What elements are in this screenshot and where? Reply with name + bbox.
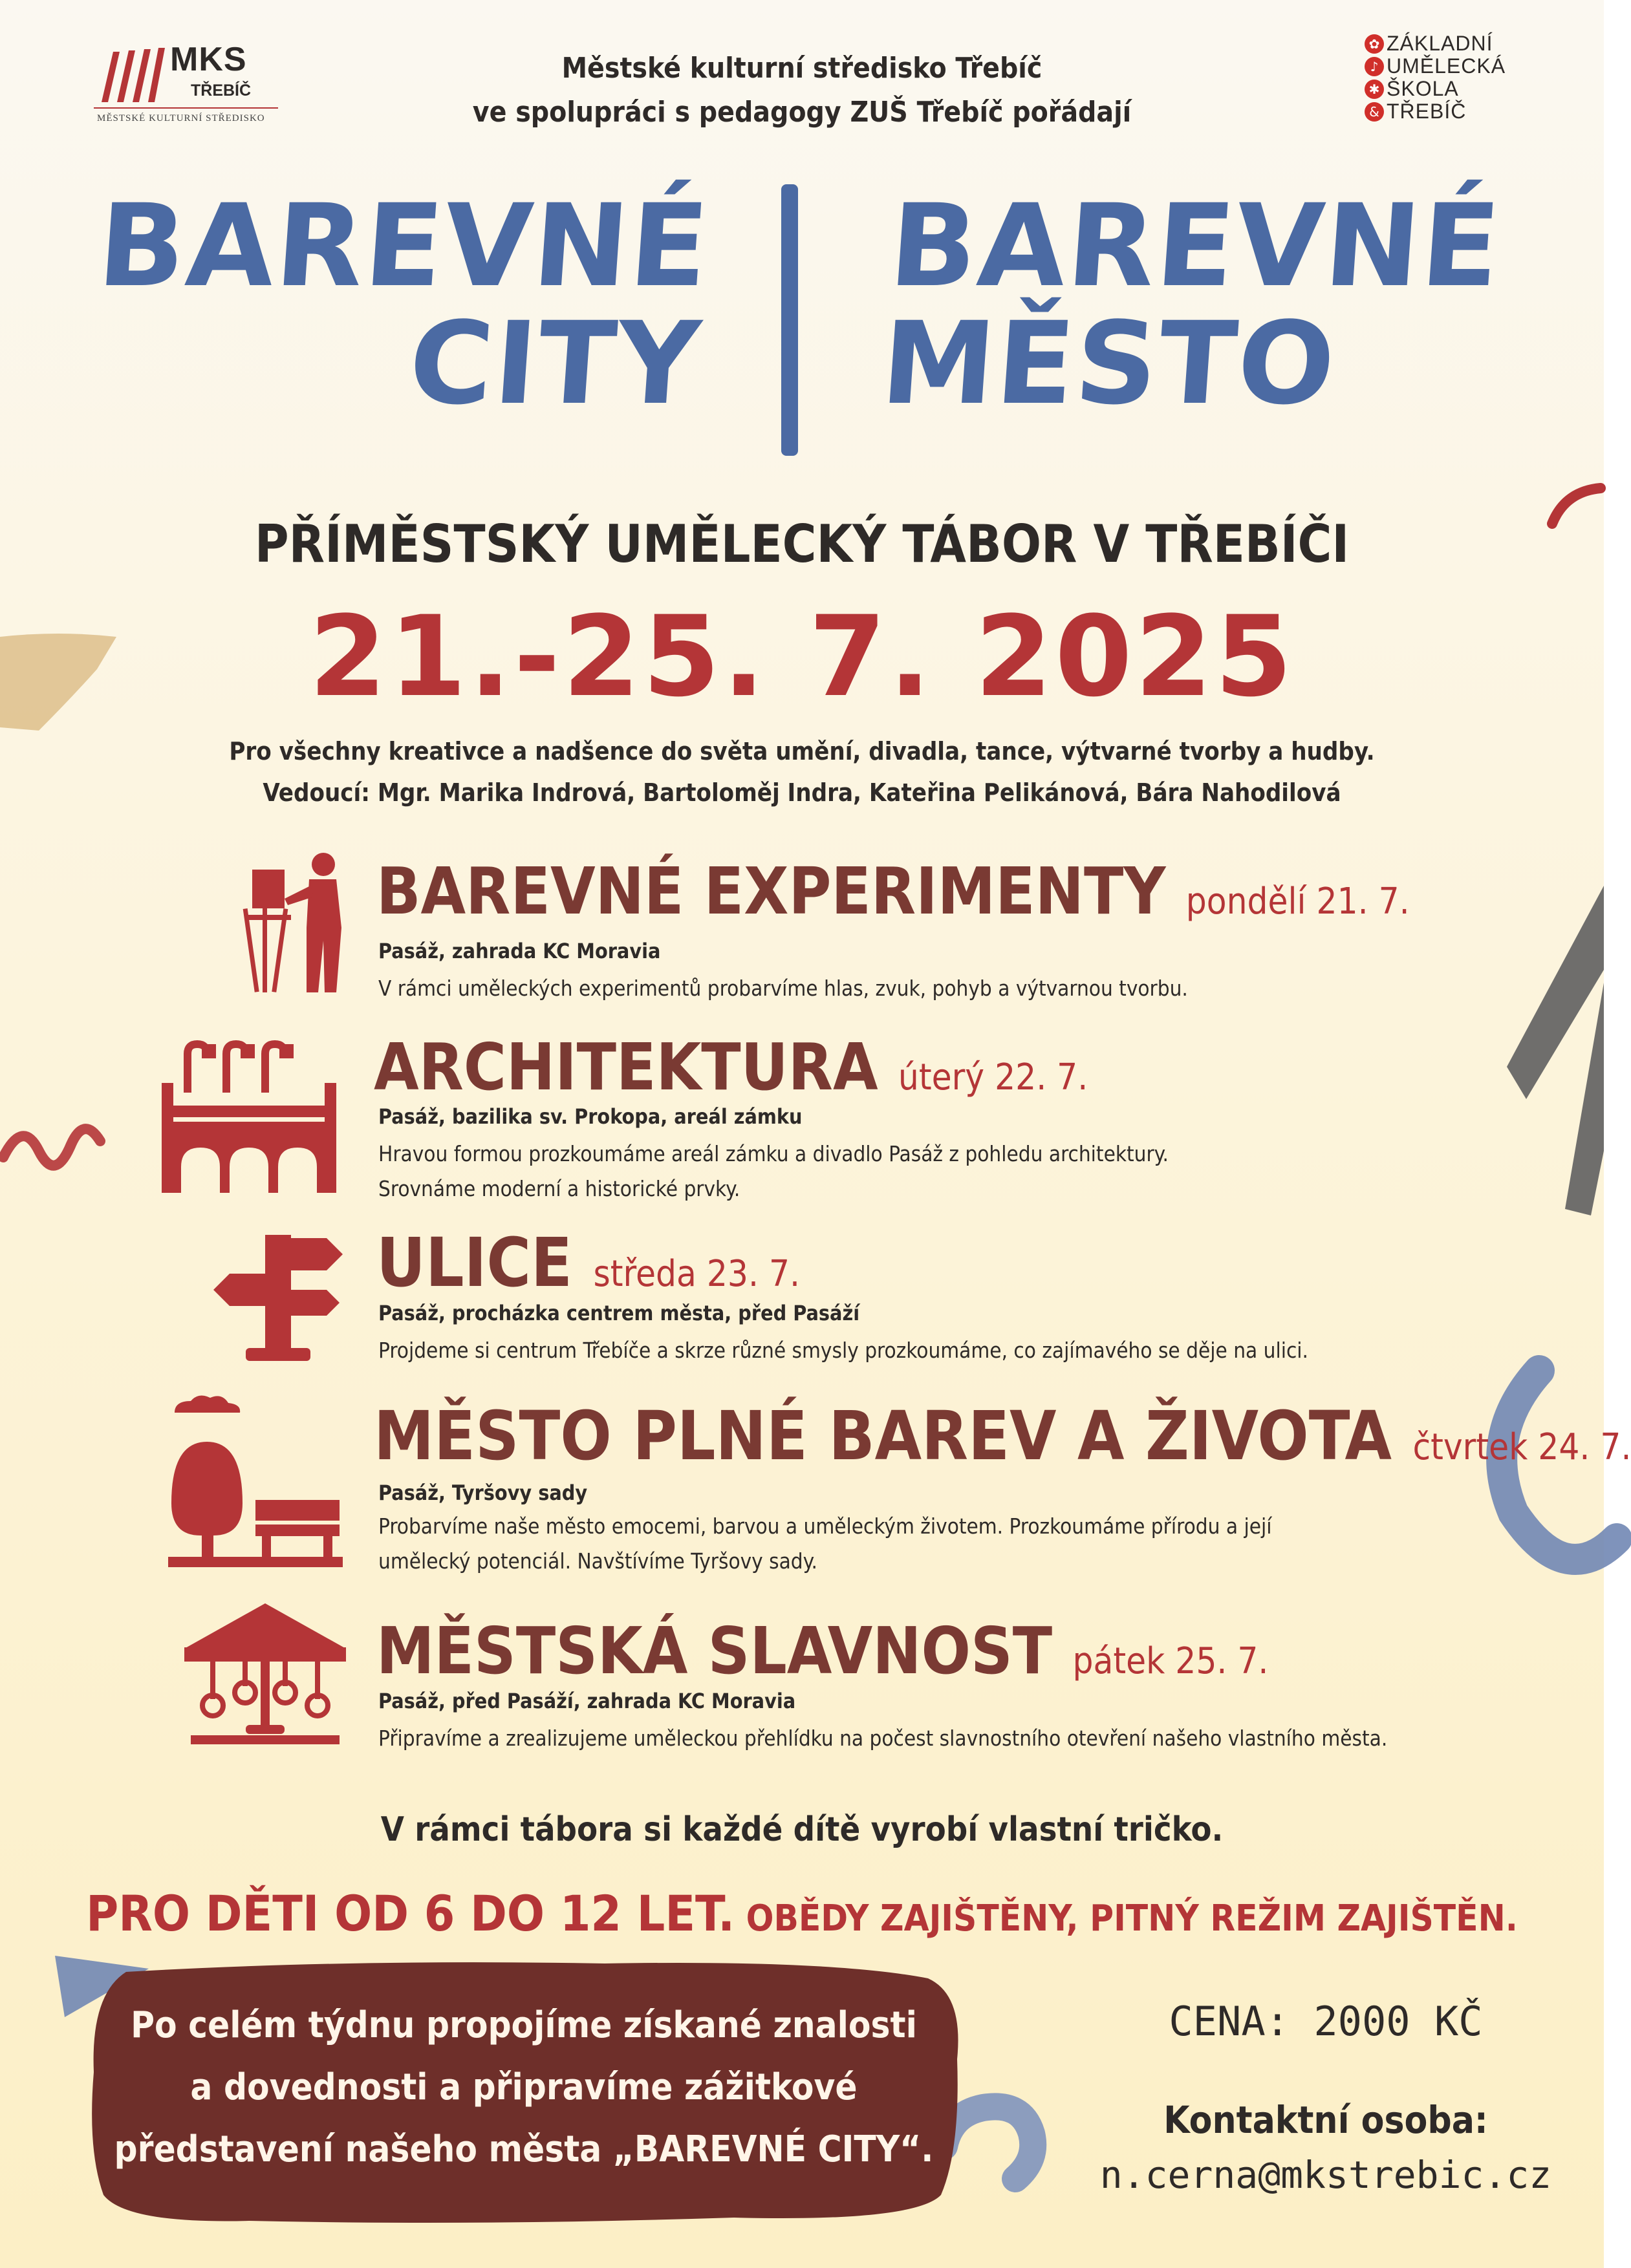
day-3-date: středa 23. 7. <box>593 1253 800 1295</box>
zus-logo <box>1365 32 1506 123</box>
schedule-day-1 <box>376 853 1410 929</box>
day-4-date: čtvrtek 24. 7. <box>1412 1426 1631 1468</box>
contact-email[interactable]: n.cerna@mkstrebic.cz <box>1099 2153 1552 2197</box>
day-5-desc-line: Připravíme a zrealizujeme uměleckou přehlídku na počest slavnostního otevření našeho vlastního města. <box>378 1726 1388 1751</box>
mks-logo-city: TŘEBÍČ <box>191 81 252 100</box>
summary-line-3: představení našeho města „BAREVNÉ CITY“. <box>114 2128 934 2170</box>
title-left-line-1: BAREVNÉ <box>94 180 714 312</box>
day-3-desc <box>378 1333 1308 1368</box>
mks-logo <box>94 39 278 129</box>
signpost-icon <box>213 1232 343 1361</box>
zus-logo-line: ZÁKLADNÍ <box>1387 32 1493 55</box>
carousel-icon <box>184 1603 346 1746</box>
title-right <box>877 180 1506 430</box>
title-right-line-2: MĚSTO <box>877 297 1341 430</box>
day-5-desc <box>378 1721 1387 1756</box>
intro-line-1: Pro všechny kreativce a nadšence do světa umění, divadla, tance, výtvarné tvorby a hudby. <box>229 737 1375 765</box>
day-3-desc-line: Projdeme si centrum Třebíče a skrze různé smysly prozkoumáme, co zajímavého se děje na ulici. <box>378 1338 1308 1363</box>
day-1-place: Pasáž, zahrada KC Moravia <box>378 939 661 963</box>
contact-label: Kontaktní osoba: <box>1163 2098 1488 2142</box>
day-3-place: Pasáž, procházka centrem města, před Pasáží <box>378 1301 860 1325</box>
mks-logo-name: MKS <box>170 41 247 78</box>
day-4-title: MĚSTO PLNÉ BAREV A ŽIVOTA <box>374 1396 1392 1475</box>
day-3-title: ULICE <box>376 1223 572 1302</box>
day-1-date: pondělí 21. 7. <box>1185 881 1410 923</box>
day-5-place: Pasáž, před Pasáží, zahrada KC Moravia <box>378 1689 796 1713</box>
organizer-line-2: ve spolupráci s pedagogy ZUŠ Třebíč pořádají <box>472 96 1132 129</box>
day-2-desc-line: Hravou formou prozkoumáme areál zámku a divadlo Pasáž z pohledu architektury. <box>378 1141 1169 1166</box>
day-4-desc <box>378 1509 1271 1579</box>
building-icon <box>155 1031 343 1196</box>
zus-logo-line: TŘEBÍČ <box>1387 100 1467 123</box>
day-4-desc-line: Probarvíme naše město emocemi, barvou a uměleckým životem. Prozkoumáme přírodu a její <box>378 1514 1272 1539</box>
intro-text <box>0 731 1604 813</box>
camp-date: 21.-25. 7. 2025 <box>308 592 1295 722</box>
schedule-day-4 <box>374 1396 1631 1475</box>
day-2-date: úterý 22. 7. <box>898 1056 1088 1098</box>
meals-note: OBĚDY ZAJIŠTĚNY, PITNÝ REŽIM ZAJIŠTĚN. <box>735 1898 1518 1940</box>
title-left-line-2: CITY <box>405 297 706 430</box>
title-right-line-1: BAREVNÉ <box>885 180 1506 312</box>
day-5-title: MĚSTSKÁ SLAVNOST <box>376 1613 1053 1689</box>
day-2-place: Pasáž, bazilika sv. Prokopa, areál zámku <box>378 1104 803 1129</box>
title-left <box>86 180 714 430</box>
day-1-desc-line: V rámci uměleckých experimentů probarvíme hlas, zvuk, pohyb a výtvarnou tvorbu. <box>378 976 1188 1001</box>
organizer-line-1: Městské kulturní středisko Třebíč <box>561 52 1042 85</box>
park-icon <box>168 1396 343 1571</box>
day-4-desc-line: umělecký potenciál. Navštívíme Tyršovy sady. <box>378 1548 817 1574</box>
summary-line-1: Po celém týdnu propojíme získané znalosti <box>131 2004 917 2046</box>
age-range: PRO DĚTI OD 6 DO 12 LET. <box>86 1885 735 1942</box>
organizer-text <box>349 47 1255 134</box>
schedule-day-3 <box>376 1223 800 1302</box>
mks-logo-divider <box>94 107 278 109</box>
intro-line-2: Vedoucí: Mgr. Marika Indrová, Bartoloměj Indra, Kateřina Pelikánová, Bára Nahodilová <box>263 778 1341 807</box>
mks-mark-icon <box>94 45 165 103</box>
title-divider <box>781 184 798 456</box>
schedule-day-5 <box>376 1613 1268 1689</box>
zus-logo-line: ŠKOLA <box>1387 77 1459 100</box>
zus-logo-dot-icon: ✱ <box>1365 80 1384 99</box>
price: CENA: 2000 KČ <box>1169 1998 1483 2045</box>
day-2-desc-line: Srovnáme moderní a historické prvky. <box>378 1176 740 1201</box>
camp-name: PŘÍMĚSTSKÝ UMĚLECKÝ TÁBOR V TŘEBÍČI <box>254 514 1350 574</box>
red-squiggle-left <box>3 1129 100 1166</box>
zus-logo-dot-icon: & <box>1365 102 1384 122</box>
tshirt-note: V rámci tábora si každé dítě vyrobí vlastní tričko. <box>380 1810 1224 1849</box>
day-1-title: BAREVNÉ EXPERIMENTY <box>376 853 1166 929</box>
zus-logo-dot-icon: ✿ <box>1365 34 1384 54</box>
painter-icon <box>239 850 349 996</box>
mks-logo-subtitle: MĚSTSKÉ KULTURNÍ STŘEDISKO <box>97 113 265 123</box>
summary-line-2: a dovednosti a připravíme zážitkové <box>190 2066 858 2108</box>
day-2-desc <box>378 1137 1169 1206</box>
schedule-day-2 <box>374 1029 1088 1105</box>
age-line <box>0 1885 1604 1942</box>
zus-logo-line: UMĚLECKÁ <box>1387 54 1506 78</box>
day-4-place: Pasáž, Tyršovy sady <box>378 1481 588 1505</box>
day-5-date: pátek 25. 7. <box>1072 1640 1269 1682</box>
summary-text <box>110 1995 938 2181</box>
day-2-title: ARCHITEKTURA <box>374 1029 878 1105</box>
zus-logo-dot-icon: ♪ <box>1365 57 1384 76</box>
day-1-desc <box>378 971 1188 1006</box>
gray-brush-stroke-1 <box>1507 886 1604 1099</box>
